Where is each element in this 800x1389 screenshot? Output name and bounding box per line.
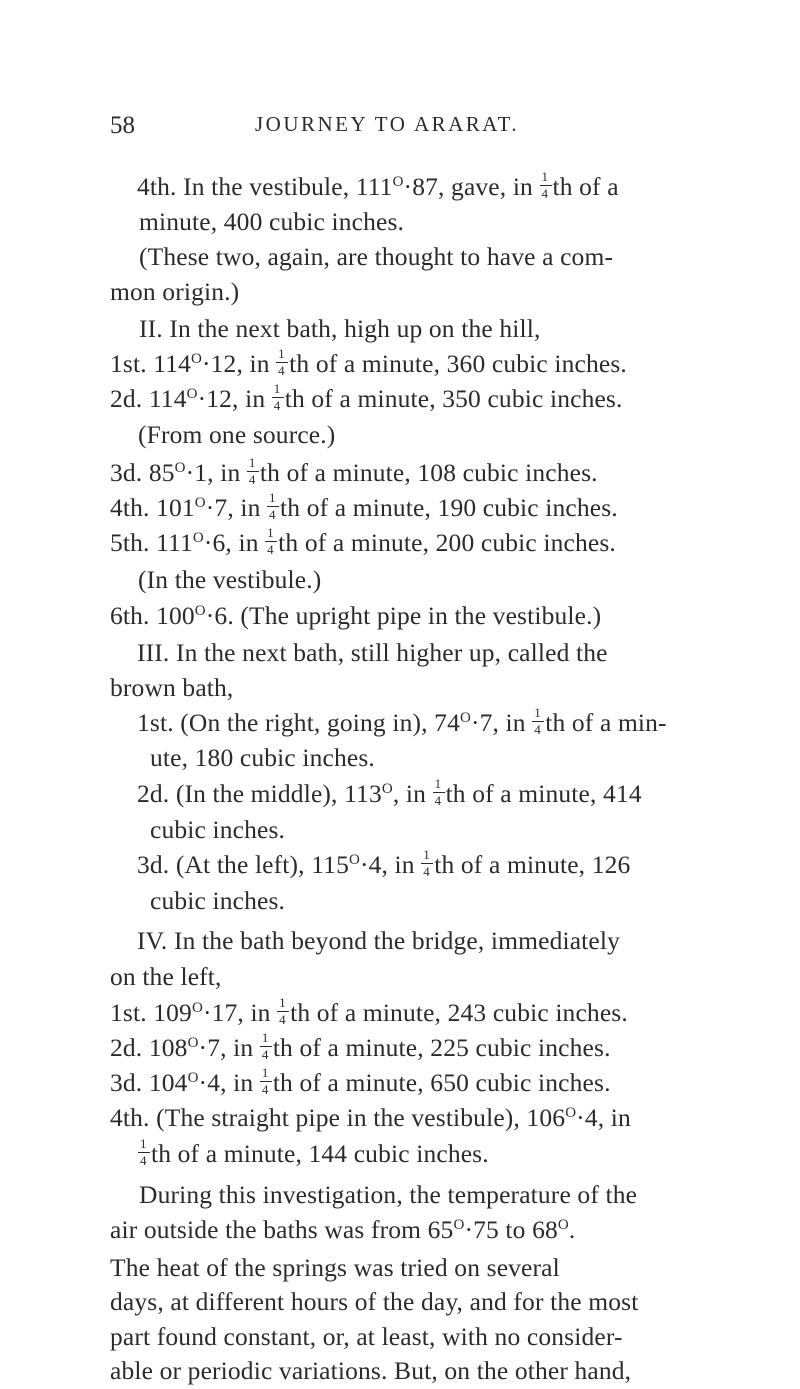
text-line: part found constant, or, at least, with no consider- [110, 1322, 623, 1351]
fraction-quarter: $\frac{1}{4}$ [276, 362, 289, 372]
text-line: 6th. $100^O\cdot 6$. (The upright pipe in the vestibule.) [110, 601, 602, 630]
text-line: able or periodic variations. But, on the other hand, [110, 1356, 632, 1385]
text-line: IV. In the bath beyond the bridge, immediately [137, 926, 621, 955]
page-number: 58 [110, 112, 135, 139]
text-line: 4th. In the vestibule, $111^O\cdot 87$, gave, in $\frac{1}{4}$ th of a [137, 169, 619, 201]
text-line: 2d. $114^O\cdot 12$, in $\frac{1}{4}$ th of a minute, 350 cubic inches. [110, 381, 623, 413]
text-line: During this investigation, the temperature of the [139, 1180, 638, 1209]
fraction-quarter: $\frac{1}{4}$ [247, 471, 260, 481]
text-line: III. In the next bath, still higher up, called the [137, 638, 608, 667]
running-head: JOURNEY TO ARARAT. [255, 112, 520, 136]
text-line: (In the vestibule.) [138, 565, 322, 594]
text-line: 3d. (At the left), $115^O\cdot 4$, in $\frac{1}{4}$ th of a minute, 126 [137, 847, 631, 879]
text-line: cubic inches. [150, 815, 286, 844]
text-line: 1st. (On the right, going in), $74^O\cdot 7$, in $\frac{1}{4}$ th of a min- [137, 705, 667, 737]
text-line: $\frac{1}{4}$ th of a minute, 144 cubic inches. [140, 1136, 489, 1168]
text-line: 3d. $85^O\cdot 1$, in $\frac{1}{4}$ th of a minute, 108 cubic inches. [110, 455, 598, 487]
text-line: brown bath, [110, 673, 234, 702]
text-line: The heat of the springs was tried on several [110, 1253, 560, 1282]
text-line: 3d. $104^O\cdot 4$, in $\frac{1}{4}$ th of a minute, 650 cubic inches. [110, 1065, 611, 1097]
text-line: (These two, again, are thought to have a com- [139, 242, 614, 271]
text-line: 5th. $111^O\cdot 6$, in $\frac{1}{4}$ th of a minute, 200 cubic inches. [110, 525, 616, 557]
text-line: cubic inches. [150, 886, 286, 915]
text-line: 1st. $109^O\cdot 17$, in $\frac{1}{4}$ th of a minute, 243 cubic inches. [110, 995, 628, 1027]
fraction-quarter: $\frac{1}{4}$ [260, 1046, 273, 1056]
fraction-quarter: $\frac{1}{4}$ [433, 792, 446, 802]
text-line: on the left, [110, 962, 222, 991]
text-line: (From one source.) [138, 420, 336, 449]
text-line: days, at different hours of the day, and for the most [110, 1287, 639, 1316]
text-line: minute, 400 cubic inches. [139, 207, 405, 236]
fraction-quarter: $\frac{1}{4}$ [267, 506, 280, 516]
text-line: 4th. (The straight pipe in the vestibule), $106^O\cdot 4$, in [110, 1103, 631, 1132]
fraction-quarter: $\frac{1}{4}$ [265, 541, 278, 551]
fraction-quarter: $\frac{1}{4}$ [272, 397, 285, 407]
fraction-quarter: $\frac{1}{4}$ [421, 863, 434, 873]
text-line: ute, 180 cubic inches. [150, 743, 375, 772]
text-line: 2d. $108^O\cdot 7$, in $\frac{1}{4}$ th of a minute, 225 cubic inches. [110, 1030, 611, 1062]
fraction-quarter: $\frac{1}{4}$ [138, 1152, 151, 1162]
text-line: air outside the baths was from $65^O\cdot 75$ to $68^O$. [110, 1215, 576, 1244]
fraction-quarter: $\frac{1}{4}$ [532, 721, 545, 731]
text-line: mon origin.) [110, 277, 240, 306]
fraction-quarter: $\frac{1}{4}$ [277, 1011, 290, 1021]
text-line: 4th. $101^O\cdot 7$, in $\frac{1}{4}$ th of a minute, 190 cubic inches. [110, 490, 618, 522]
text-line: 2d. (In the middle), $113^O$, in $\frac{1}{4}$ th of a minute, 414 [137, 776, 642, 808]
text-line: II. In the next bath, high up on the hill, [139, 314, 541, 343]
text-line: 1st. $114^O\cdot 12$, in $\frac{1}{4}$ th of a minute, 360 cubic inches. [110, 346, 627, 378]
fraction-quarter: $\frac{1}{4}$ [540, 185, 553, 195]
fraction-quarter: $\frac{1}{4}$ [260, 1081, 273, 1091]
